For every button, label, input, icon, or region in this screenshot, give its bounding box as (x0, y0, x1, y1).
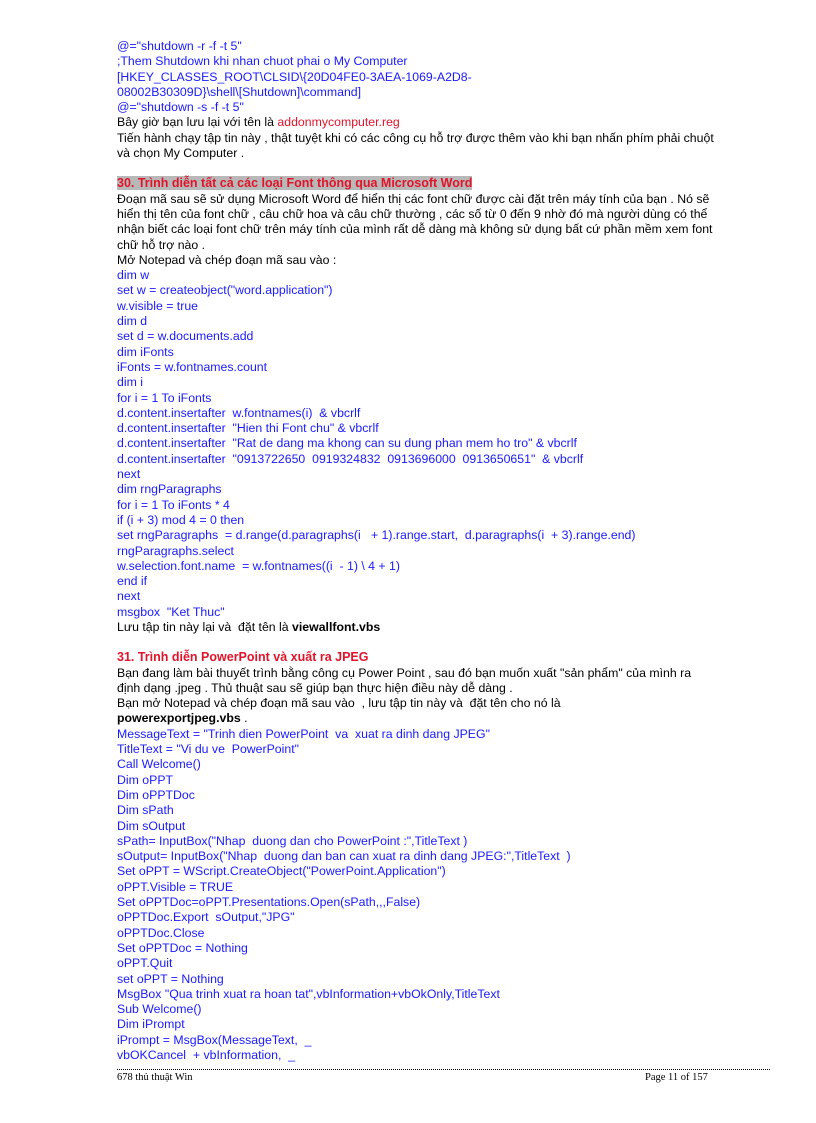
code-line: Set oPPTDoc = Nothing (117, 940, 248, 955)
code-line: MessageText = "Trinh dien PowerPoint va xuat ra dinh dang JPEG" (117, 726, 490, 741)
section-30-heading (117, 176, 717, 191)
code-line: TitleText = "Vi du ve PowerPoint" (117, 742, 299, 757)
tip-paragraph: Tiến hành chạy tập tin này , thật tuyệt khi có các công cụ hỗ trợ được thêm vào khi bạn nhấn phím phải chuột và chọn My Computer . (117, 130, 714, 161)
code-line: Dim iPrompt (117, 1017, 185, 1032)
code-line: sPath= InputBox("Nhap duong dan cho PowerPoint :",TitleText ) (117, 833, 468, 848)
code-line: Set oPPT = WScript.CreateObject("PowerPoint.Application") (117, 864, 446, 879)
section-31-filename-line (117, 711, 717, 726)
section-31-heading: 31. Trình diễn PowerPoint và xuất ra JPEG (117, 650, 369, 665)
code-line: Dim sOutput (117, 818, 186, 833)
section-31-code-block (117, 727, 717, 1064)
code-line: dim iFonts (117, 344, 174, 359)
code-line: sOutput= InputBox("Nhap duong dan ban can xuat ra dinh dang JPEG:",TitleText ) (117, 849, 571, 864)
code-line: for i = 1 To iFonts * 4 (117, 497, 230, 512)
code-line: d.content.insertafter "0913722650 0919324832 0913696000 0913650651" & vbcrlf (117, 451, 584, 466)
code-line: d.content.insertafter "Rat de dang ma khong can su dung phan mem ho tro" & vbcrlf (117, 436, 577, 451)
code-line: Dim oPPT (117, 772, 174, 787)
code-line: iPrompt = MsgBox(MessageText, _ (117, 1032, 312, 1047)
code-line: [HKEY_CLASSES_ROOT\CLSID\{20D04FE0-3AEA-1069-A2D8- (117, 69, 472, 84)
code-line: set rngParagraphs = d.range(d.paragraphs(i + 1).range.start, d.paragraphs(i + 3).range.end) (117, 528, 636, 543)
code-line: set d = w.documents.add (117, 329, 254, 344)
page-body (117, 39, 717, 1063)
section-30-code-block (117, 268, 717, 620)
code-line: msgbox "Ket Thuc" (117, 604, 225, 619)
section-30-instruction: Mở Notepad và chép đoạn mã sau vào : (117, 252, 337, 267)
code-line: @="shutdown -r -f -t 5" (117, 39, 242, 53)
code-line: Call Welcome() (117, 757, 201, 772)
code-line: dim i (117, 375, 143, 390)
code-line: Dim oPPTDoc (117, 787, 195, 802)
save-reg-prefix: Bây giờ bạn lưu lại với tên là (117, 115, 278, 130)
code-line: ;Them Shutdown khi nhan chuot phai o My Computer (117, 54, 408, 69)
code-line: dim rngParagraphs (117, 482, 222, 497)
code-line: oPPTDoc.Export sOutput,"JPG" (117, 910, 295, 925)
code-line: next (117, 467, 141, 482)
code-line: Dim sPath (117, 803, 174, 818)
save-reg-line (117, 115, 717, 130)
code-line: if (i + 3) mod 4 = 0 then (117, 512, 245, 527)
section-30-intro: Đoạn mã sau sẽ sử dụng Microsoft Word để hiển thị các font chữ được cài đặt trên máy tính của bạn . Nó sẽ hiển thị tên của font chữ , câu chữ hoa và câu chữ thường , các số từ 0 đến 9 nhờ đó mà người dùng có thể nhận biết các loại font chữ trên máy tính của mình rất dễ dàng mà không sử dụng bất cứ phần mềm xem font chữ hỗ trợ nào . (117, 191, 713, 252)
code-line: Set oPPTDoc=oPPT.Presentations.Open(sPath,,,False) (117, 895, 421, 910)
code-line: rngParagraphs.select (117, 543, 234, 558)
code-line: vbOKCancel + vbInformation, _ (117, 1048, 296, 1062)
code-line: d.content.insertafter "Hien thi Font chu" & vbcrlf (117, 421, 379, 436)
footer-divider (117, 1069, 770, 1070)
code-line: set w = createobject("word.application") (117, 283, 333, 298)
section-30-save-prefix: Lưu tập tin này lại và đặt tên là (117, 619, 293, 634)
page-number: Page 11 of 157 (645, 1072, 708, 1083)
code-line: w.selection.font.name = w.fontnames((i - 1) \ 4 + 1) (117, 558, 400, 573)
section-30-save-line (117, 620, 717, 635)
code-line: dim d (117, 314, 148, 329)
code-line: Sub Welcome() (117, 1002, 202, 1017)
code-line: d.content.insertafter w.fontnames(i) & vbcrlf (117, 405, 361, 420)
code-line: @="shutdown -s -f -t 5" (117, 100, 244, 115)
code-line: iFonts = w.fontnames.count (117, 359, 268, 374)
code-line: oPPT.Visible = TRUE (117, 879, 234, 894)
code-line: oPPTDoc.Close (117, 925, 205, 940)
footer-title: 678 thủ thuật Win (117, 1072, 193, 1083)
top-code-block (117, 39, 717, 115)
section-31-filename-suffix: . (240, 711, 248, 726)
code-line: oPPT.Quit (117, 956, 173, 971)
section-31-instruction: Bạn mở Notepad và chép đoạn mã sau vào , lưu tập tin này và đặt tên cho nó là (117, 696, 561, 711)
section-30-save-filename: viewallfont.vbs (292, 619, 381, 634)
code-line: next (117, 589, 141, 604)
code-line: w.visible = true (117, 298, 198, 313)
section-30-heading-text: 30. Trình diễn tất cả các loại Font thông qua Microsoft Word (117, 176, 473, 191)
code-line: 08002B30309D}\shell\[Shutdown]\command] (117, 84, 362, 99)
code-line: MsgBox "Qua trinh xuat ra hoan tat",vbInformation+vbOkOnly,TitleText (117, 986, 500, 1001)
section-31-intro: Bạn đang làm bài thuyết trình bằng công cụ Power Point , sau đó bạn muốn xuất "sản phẩm" của mình ra định dạng .jpeg . Thủ thuật sau sẽ giúp bạn thực hiện điều này dễ dàng . (117, 665, 692, 695)
code-line: dim w (117, 268, 150, 283)
save-reg-filename: addonmycomputer.reg (277, 115, 400, 130)
code-line: end if (117, 574, 148, 589)
code-line: for i = 1 To iFonts (117, 390, 212, 405)
section-31-filename: powerexportjpeg.vbs (117, 711, 241, 726)
code-line: set oPPT = Nothing (117, 971, 224, 986)
